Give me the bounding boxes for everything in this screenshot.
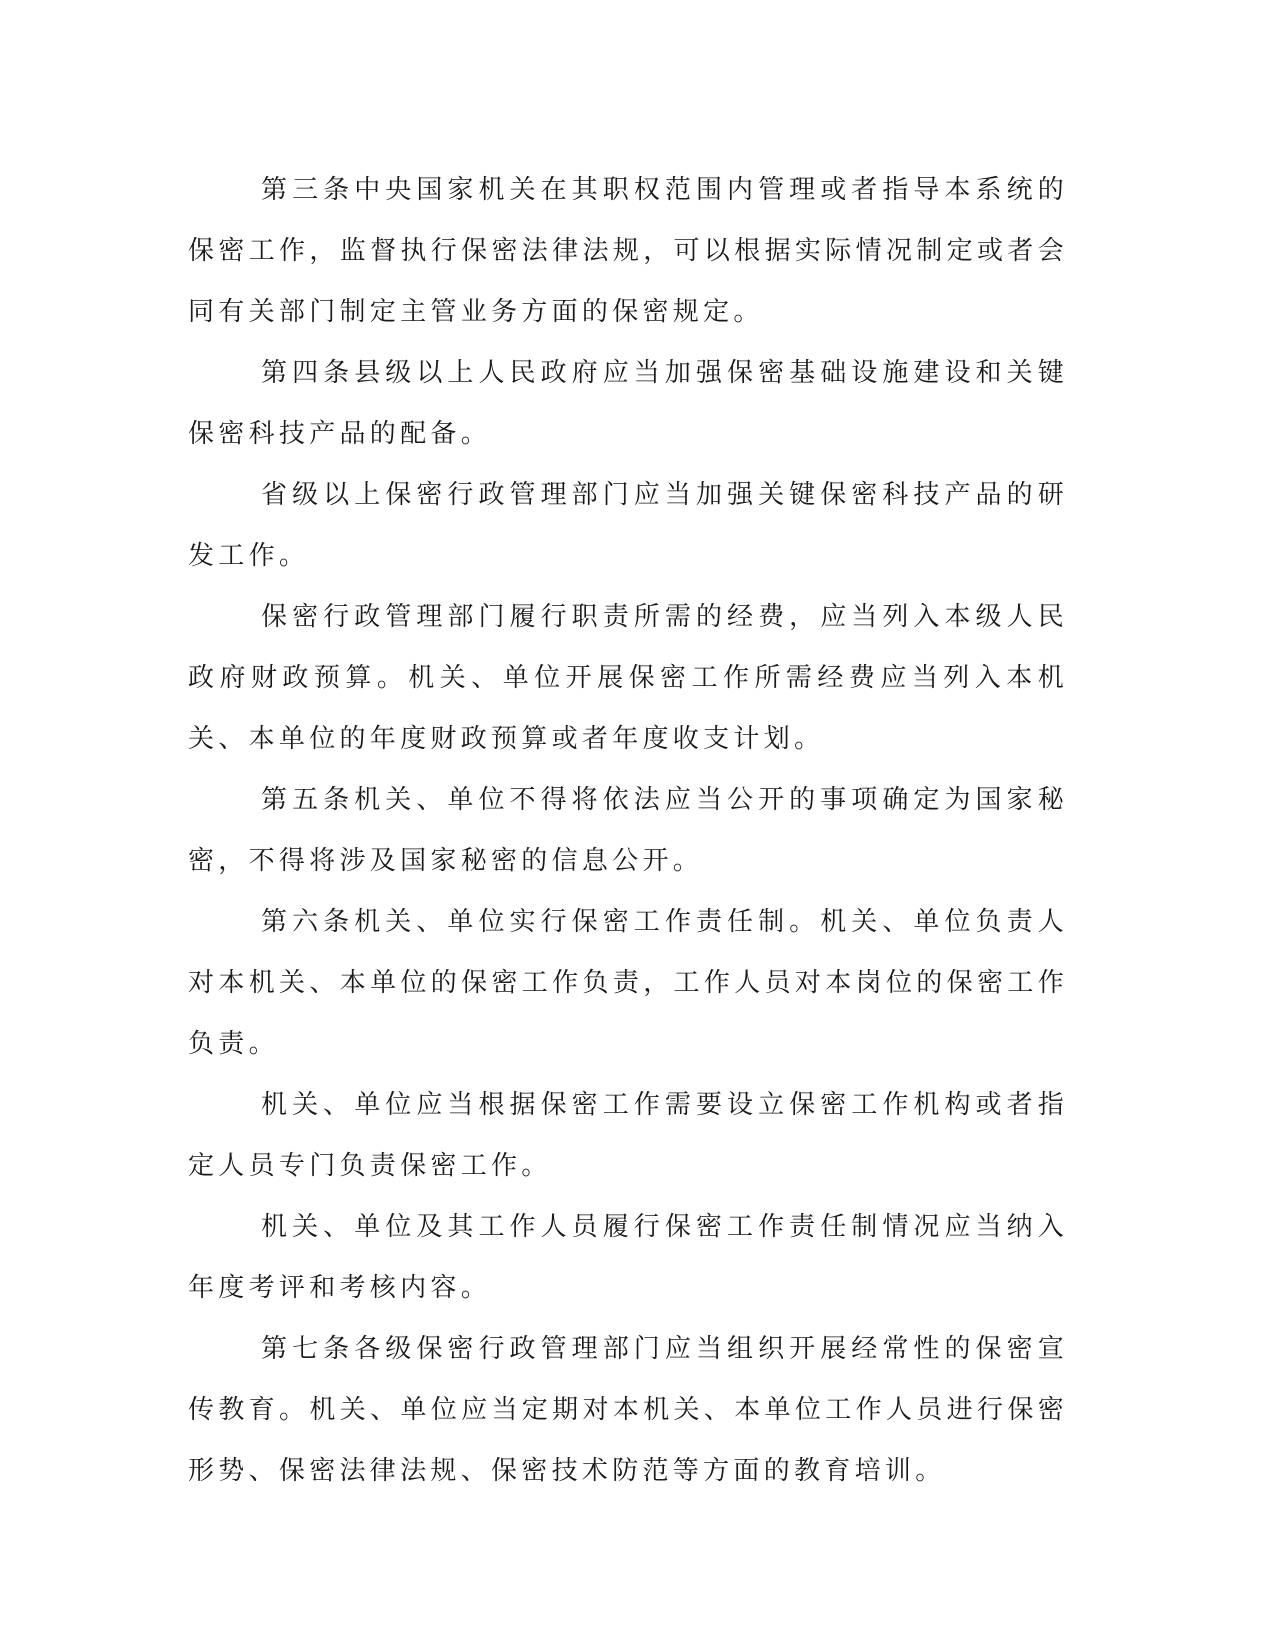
paragraph-article-6-staffing: 机关、单位应当根据保密工作需要设立保密工作机构或者指定人员专门负责保密工作。 [188,1090,1068,1181]
paragraph-article-6-evaluation: 机关、单位及其工作人员履行保密工作责任制情况应当纳入年度考评和考核内容。 [188,1212,1068,1303]
paragraph-article-3: 第三条中央国家机关在其职权范围内管理或者指导本系统的保密工作，监督执行保密法律法规，可以根据实际情况制定或者会同有关部门制定主管业务方面的保密规定。 [188,175,1068,327]
paragraph-article-6: 第六条机关、单位实行保密工作责任制。机关、单位负责人对本机关、本单位的保密工作负责，工作人员对本岗位的保密工作负责。 [188,907,1068,1059]
paragraph-article-4-funding: 保密行政管理部门履行职责所需的经费，应当列入本级人民政府财政预算。机关、单位开展保密工作所需经费应当列入本机关、本单位的年度财政预算或者年度收支计划。 [188,602,1068,754]
paragraph-article-4: 第四条县级以上人民政府应当加强保密基础设施建设和关键保密科技产品的配备。 [188,358,1068,449]
paragraph-article-5: 第五条机关、单位不得将依法应当公开的事项确定为国家秘密，不得将涉及国家秘密的信息公开。 [188,785,1068,876]
paragraph-article-4-provincial: 省级以上保密行政管理部门应当加强关键保密科技产品的研发工作。 [188,480,1068,571]
document-body [188,160,1068,1502]
paragraph-article-7: 第七条各级保密行政管理部门应当组织开展经常性的保密宣传教育。机关、单位应当定期对本机关、本单位工作人员进行保密形势、保密法律法规、保密技术防范等方面的教育培训。 [188,1334,1068,1486]
